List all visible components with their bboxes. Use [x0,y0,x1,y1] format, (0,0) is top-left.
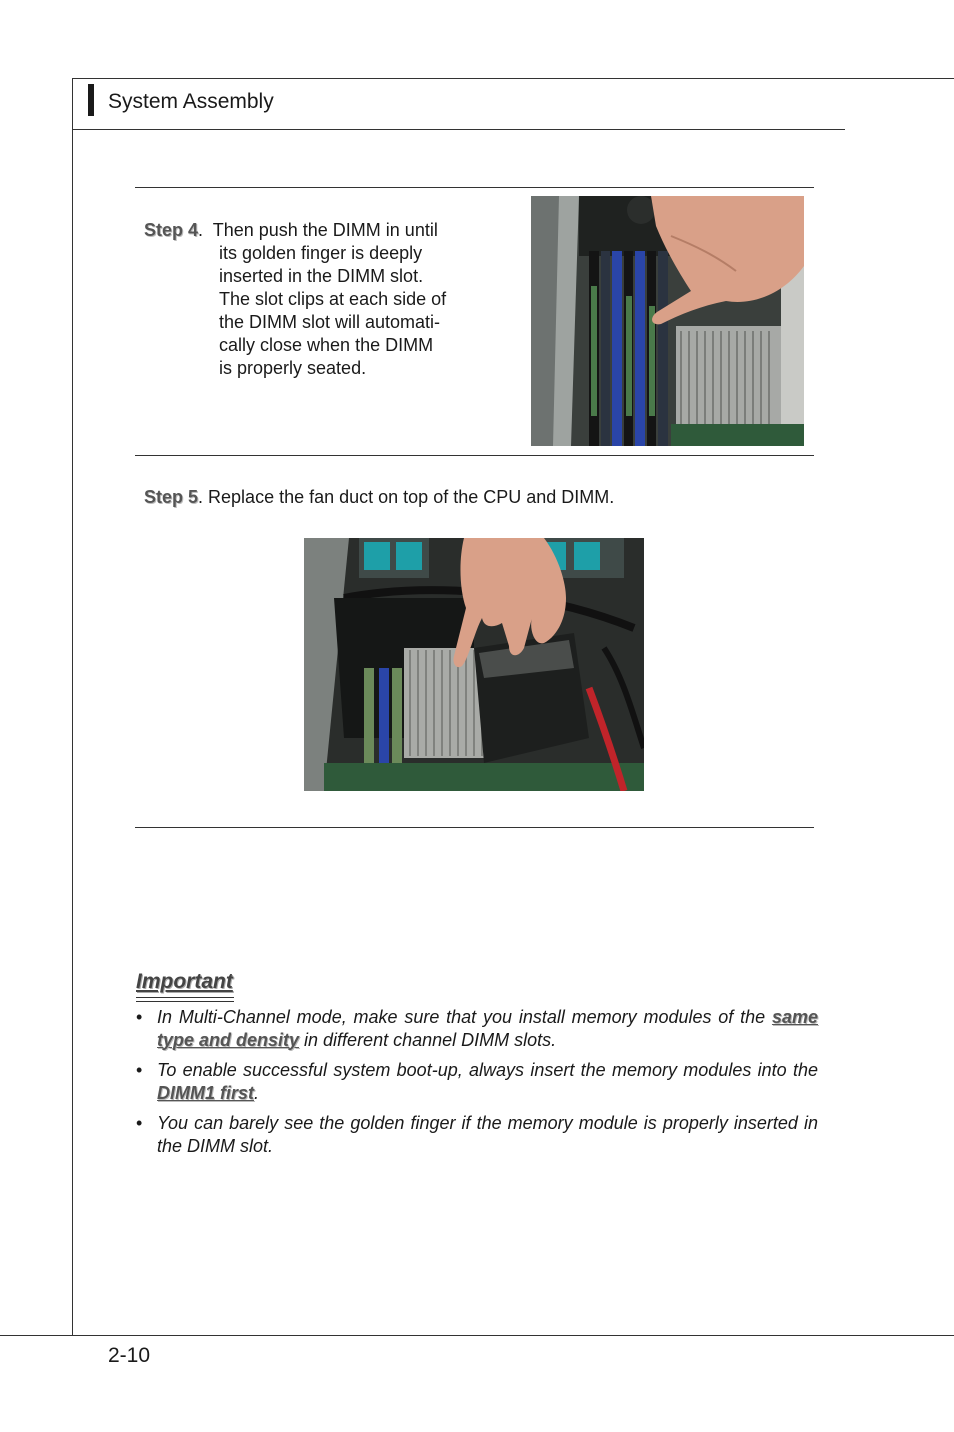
bullet2-emphasis: DIMM1 first [157,1083,255,1103]
section-title: System Assembly [108,90,274,113]
step5-text: . Replace the fan duct on top of the CPU and DIMM. [198,487,615,507]
step4-line: its golden finger is deeply [219,243,423,263]
step4-bottom-rule [135,455,814,456]
step5-bottom-rule [135,827,814,828]
step4-heading [144,219,438,242]
important-list [136,1006,818,1165]
page-number: 2-10 [108,1344,151,1367]
step5-label: Step 5 [144,487,199,507]
section-marker [88,84,94,116]
left-margin-rule [72,78,73,1335]
bullet1-post: in different channel DIMM slots. [299,1030,557,1050]
bullet2-pre: To enable successful system boot-up, always insert the memory modules into the [157,1060,818,1080]
list-item [136,1059,818,1105]
footer-rule [0,1335,954,1336]
step4-body [219,242,479,380]
fan-duct-photo [304,538,644,791]
bullet-dot: • [136,1113,143,1133]
step4-label: Step 4 [144,220,199,240]
step4-line: The slot clips at each side of [219,289,447,309]
header-bottom-rule [72,129,845,130]
list-item [136,1006,818,1052]
step4-first-line: Then push the DIMM in until [203,220,438,240]
step4-line: is properly seated. [219,358,367,378]
step5-heading [144,486,614,509]
dimm-insert-photo [531,196,804,446]
bullet2-post: . [254,1083,260,1103]
important-underline [136,997,234,998]
bullet1-pre: In Multi-Channel mode, make sure that you install memory modules of the [157,1007,772,1027]
step4-line: cally close when the DIMM [219,335,434,355]
step4-sep: . [198,220,204,240]
bullet-dot: • [136,1060,143,1080]
step4-top-rule [135,187,814,188]
important-underline-2 [136,1001,234,1002]
step4-line: the DIMM slot will automati- [219,312,441,332]
step4-line: inserted in the DIMM slot. [219,266,424,286]
bullet-dot: • [136,1007,143,1027]
important-heading: Important [136,970,233,993]
header-top-rule [72,78,954,79]
bullet3-text: You can barely see the golden finger if the memory module is properly inserted in the DIMM slot. [157,1113,818,1156]
list-item [136,1112,818,1158]
bullet1-emphasis: same type and density [157,1007,818,1050]
